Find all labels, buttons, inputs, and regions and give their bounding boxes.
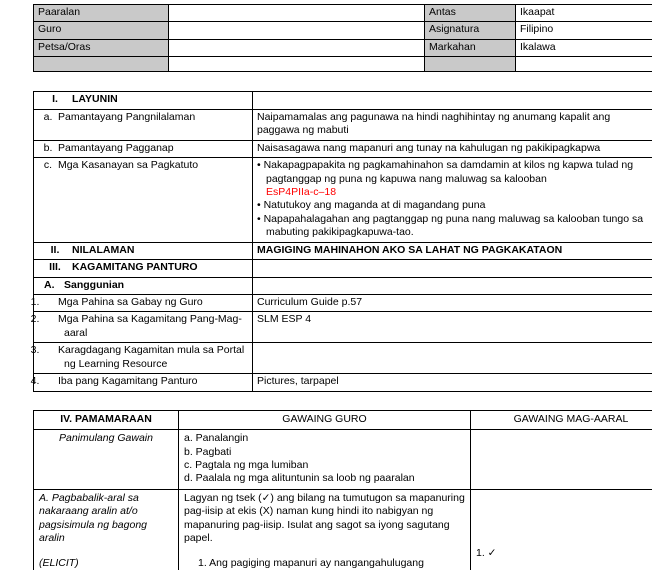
header-label-markahan: Markahan <box>425 39 516 56</box>
resource-3-label: Karagdagang Kagamitan mula sa Portal ng Learning Resource <box>58 344 244 369</box>
section-row-nilalaman <box>34 242 652 259</box>
procedure-row-1-student-cell <box>471 430 652 490</box>
resource-2-label-cell <box>34 312 253 343</box>
table-row <box>34 109 652 140</box>
table-row <box>34 312 652 343</box>
competency-bullet-3: • Napapahalagahan ang pagtanggap ng puna nang maluwag sa kalooban tungo sa mabuting pakikipagkapuwa-tao. <box>257 213 650 240</box>
objectives-content-body <box>34 92 652 391</box>
header-label-paaralan: Paaralan <box>34 5 169 22</box>
header-field-petsa-oras[interactable] <box>169 39 425 56</box>
resource-4-label: Iba pang Kagamitang Panturo <box>58 375 198 387</box>
procedure-row-2-student-cell <box>471 489 652 570</box>
resource-4-label-wrap <box>38 375 248 388</box>
header-label2-empty <box>425 57 516 72</box>
header-label-guro: Guro <box>34 22 169 39</box>
procedure-row-2-student-gap-b <box>476 503 652 514</box>
resource-1-number: 1. <box>38 296 58 309</box>
resource-4-value: Pictures, tarpapel <box>253 374 652 391</box>
header-label-antas: Antas <box>425 5 516 22</box>
table-row <box>34 39 652 56</box>
panimulang-item-c: c. Pagtala ng mga lumiban <box>184 459 465 472</box>
resource-4-label-cell <box>34 374 253 391</box>
table-row <box>34 374 652 391</box>
item-b-label: Pamantayang Pagganap <box>58 142 174 154</box>
section-i-numeral: I. <box>38 93 72 106</box>
section-row-kagamitang-panturo <box>34 260 652 277</box>
table-row <box>34 277 652 294</box>
procedure-row-2-student-gap-c <box>476 514 652 525</box>
procedure-row-2-label-gap <box>39 546 173 557</box>
section-ii-title: NILALAMAN <box>72 244 134 256</box>
resource-1-label: Mga Pahina sa Gabay ng Guro <box>58 296 203 308</box>
procedure-row-2-teacher-cell <box>179 489 471 570</box>
resource-2-value: SLM ESP 4 <box>253 312 652 343</box>
item-b-content: Naisasagawa nang mapanuri ang tunay na kahulugan ng pakikipagkapwa <box>253 140 652 157</box>
procedure-row-2-student-gap-e <box>476 536 652 547</box>
procedure-header-row <box>34 410 652 429</box>
header-label-asignatura: Asignatura <box>425 22 516 39</box>
resource-2-label-wrap <box>38 313 248 340</box>
section-ii-title-cell <box>34 242 253 259</box>
header-field-paaralan[interactable] <box>169 5 425 22</box>
table-row <box>34 489 652 570</box>
lesson-header-body <box>34 5 652 72</box>
subsection-a-title: Sanggunian <box>64 279 124 291</box>
section-i-title-cell <box>34 92 253 109</box>
item-c-content-cell <box>253 158 652 243</box>
panimulang-item-b: b. Pagbati <box>184 446 465 459</box>
header-value-asignatura[interactable]: Filipino <box>516 22 652 39</box>
item-a-label-cell <box>34 109 253 140</box>
table-row <box>34 22 652 39</box>
procedure-row-2-question-1: 1. Ang pagiging mapanuri ay nangangahulugang <box>184 557 465 570</box>
competency-bullet-2: • Natutukoy ang maganda at di magandang puna <box>257 199 650 212</box>
header-field-empty[interactable] <box>169 57 425 72</box>
resource-2-number: 2. <box>38 313 58 326</box>
item-b-label-cell <box>34 140 253 157</box>
header-value-markahan[interactable]: Ikalawa <box>516 39 652 56</box>
procedure-row-2-label-extra: (ELICIT) <box>39 557 79 569</box>
procedure-row-2-label: A. Pagbabalik-aral sa nakaraang aralin at/o pagsisimula ng bagong aralin <box>39 492 147 544</box>
table-row <box>34 5 652 22</box>
item-a-content: Naipamamalas ang pagunawa na hindi naghihintay ng anumang kapalit ang paggawa ng mabuti <box>253 109 652 140</box>
procedure-row-2-gap <box>184 546 465 557</box>
procedure-header-col1: IV. PAMAMARAAN <box>34 410 179 429</box>
procedure-row-1-label: Panimulang Gawain <box>34 430 179 490</box>
header-label-petsa-oras: Petsa/Oras <box>34 39 169 56</box>
subsection-a-label-cell <box>34 277 253 294</box>
table-row <box>34 295 652 312</box>
section-iii-right-cell <box>253 260 652 277</box>
section-row-layunin <box>34 92 652 109</box>
procedure-row-2-student-gap-a <box>476 492 652 503</box>
table-row <box>34 158 652 243</box>
section-iii-numeral: III. <box>38 261 72 274</box>
resource-4-number: 4. <box>38 375 58 388</box>
section-i-title: LAYUNIN <box>72 93 118 105</box>
competency-text-1: Nakapagpapakita ng pagkamahinahon sa damdamin at kilos ng kapwa tulad ng pagtanggap ng puna ng kapuwa nang maluwag sa kalooban <box>264 159 634 184</box>
resource-3-value <box>253 343 652 374</box>
procedure-table-body <box>34 410 652 570</box>
item-c-label: Mga Kasanayan sa Pagkatuto <box>58 159 198 171</box>
section-i-right-cell <box>253 92 652 109</box>
header-value2-empty[interactable] <box>516 57 652 72</box>
item-c-letter: c. <box>38 159 58 172</box>
lesson-header-table <box>33 4 652 72</box>
resource-3-label-cell <box>34 343 253 374</box>
resource-3-number: 3. <box>38 344 58 357</box>
table-row <box>34 57 652 72</box>
panimulang-item-d: d. Paalala ng mga alituntunin sa loob ng paaralan <box>184 472 465 485</box>
resource-1-label-wrap <box>38 296 248 309</box>
resource-1-label-cell <box>34 295 253 312</box>
item-c-label-cell <box>34 158 253 243</box>
procedure-row-2-paragraph: Lagyan ng tsek (✓) ang bilang na tumutugon sa mapanuring pag-iisip at ekis (X) naman kung hindi ito nabigyan ng mapanuring pag-iisip. Isulat ang sagot sa iyong sagutang papel. <box>184 492 465 544</box>
competency-code: EsP4PIIa-c–18 <box>257 186 650 199</box>
procedure-row-2-label-cell <box>34 489 179 570</box>
section-ii-numeral: II. <box>38 244 72 257</box>
competency-text-3: Napapahalagahan ang pagtanggap ng puna nang maluwag sa kalooban tungo sa mabuting pakikipagkapuwa-tao. <box>264 213 644 238</box>
resource-1-value: Curriculum Guide p.57 <box>253 295 652 312</box>
procedure-header-col2: GAWAING GURO <box>179 410 471 429</box>
table-row <box>34 140 652 157</box>
procedure-table <box>33 410 652 570</box>
header-field-guro[interactable] <box>169 22 425 39</box>
procedure-row-1-teacher-cell <box>179 430 471 490</box>
table-spacer-one <box>33 72 640 91</box>
competency-text-2: Natutukoy ang maganda at di magandang puna <box>264 199 486 211</box>
resource-3-label-wrap <box>38 344 248 371</box>
procedure-row-2-student-gap-d <box>476 525 652 536</box>
header-label-empty <box>34 57 169 72</box>
competency-list <box>257 159 650 240</box>
subsection-a-letter: A. <box>38 279 64 292</box>
panimulang-item-a: a. Panalangin <box>184 432 465 445</box>
section-iii-title-cell <box>34 260 253 277</box>
subsection-a-right-cell <box>253 277 652 294</box>
header-value-antas[interactable]: Ikaapat <box>516 5 652 22</box>
section-ii-content: MAGIGING MAHINAHON AKO SA LAHAT NG PAGKAKATAON <box>253 242 652 259</box>
procedure-row-2-student-answer-1: 1. ✓ <box>476 547 496 559</box>
item-b-letter: b. <box>38 142 58 155</box>
competency-bullet-1: • Nakapagpapakita ng pagkamahinahon sa damdamin at kilos ng kapwa tulad ng pagtanggap ng puna ng kapuwa nang maluwag sa kalooban <box>257 159 650 186</box>
item-a-letter: a. <box>38 111 58 124</box>
procedure-header-col3: GAWAING MAG-AARAL <box>471 410 652 429</box>
section-iii-title: KAGAMITANG PANTURO <box>72 261 198 273</box>
objectives-content-table <box>33 91 652 391</box>
table-row <box>34 430 652 490</box>
table-spacer-two <box>33 392 640 410</box>
table-row <box>34 343 652 374</box>
item-a-label: Pamantayang Pangnilalaman <box>58 111 195 123</box>
resource-2-label: Mga Pahina sa Kagamitang Pang-Mag-aaral <box>58 313 242 338</box>
